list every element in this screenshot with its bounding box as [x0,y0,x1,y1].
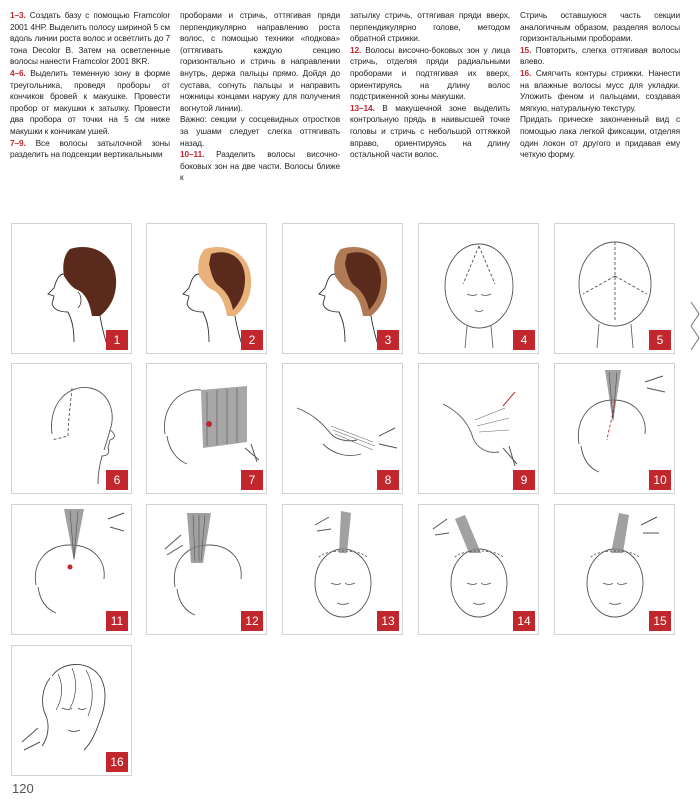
figure-number: 4 [513,330,535,350]
step-text: Выделить теменную зону в форме треугольника, проведя проборы от кончиков бровей к макушке. Провести пробор от макушки к затылку. Провести два пробора от точки на 5 см ниже макушки к кончикам ушей. [10,67,170,136]
step-text: Смягчить контуры стрижки. Нанести на влажные волосы мусс для укладки. Уложить феном и пальцами, создавая мягкую, натуральную текстуру. [520,67,680,113]
figure-10 [554,363,675,494]
step-text: Разделить волосы височно-боковых зон на две части. Волосы ближе к [180,149,340,183]
figure-number: 2 [241,330,263,350]
figure-2 [146,223,267,354]
step-label: 16. [520,67,532,78]
step-text: Все волосы затылочной зоны разделить на подсекции вертикальными [10,137,170,160]
step-label: 7–9. [10,137,26,148]
step-text: Повторить, слегка оттягивая волосы влево. [520,44,680,67]
paragraph [180,10,340,114]
figure-13 [282,504,403,635]
figure-1 [11,223,132,354]
step-text: проборами и стричь, оттягивая пряди перпендикулярно направлению роста волос, с помощью техники «подкова» (оттягивать каждую секцию горизонтально и стричь в направлении внутрь, держа пальцы прямо. Дойдя до сустава, согнуть пальцы и направить ножницы концами наружу для получения вогнутой линии). [180,10,340,113]
step-label: 4–6. [10,67,26,78]
figure-8 [282,363,403,494]
figure-5 [554,223,675,354]
figure-11 [11,504,132,635]
figure-9 [418,363,539,494]
step-label: 12. [350,44,362,55]
figure-number: 5 [649,330,671,350]
figure-12 [146,504,267,635]
step-label: 13–14. [350,102,375,113]
figure-3 [282,223,403,354]
figure-14 [418,504,539,635]
figure-4 [418,223,539,354]
paragraph [350,103,510,161]
figure-number: 7 [241,470,263,490]
chevron-right-icon [690,300,700,350]
step-label: 1–3. [10,10,26,20]
paragraph [350,10,510,45]
figure-number: 8 [377,470,399,490]
figure-16 [11,645,132,776]
figure-number: 6 [106,470,128,490]
figure-number: 12 [241,611,263,631]
paragraph [520,68,680,114]
step-text: затылку стричь, оттягивая пряди вверх, перпендикулярно голове, методом обратной стрижки. [350,10,510,44]
page-number: 120 [12,781,34,796]
paragraph [180,114,340,149]
paragraph [520,10,680,45]
figure-number: 10 [649,470,671,490]
paragraph [10,138,170,161]
paragraph [350,45,510,103]
figure-number: 11 [106,611,128,631]
figure-number: 1 [106,330,128,350]
figure-15 [554,504,675,635]
step-text: Придать прическе законченный вид с помощью лака легкой фиксации, отделяя один локон от другого и придавая ему четкую форму. [520,114,680,160]
step-text: В макушечной зоне выделить контрольную прядь в наивысшей точке головы и стричь с небольшой оттяжкой вправо, ориентируясь на длину остальной части волос. [350,102,510,160]
figure-number: 14 [513,611,535,631]
paragraph [180,149,340,184]
figure-number: 13 [377,611,399,631]
text-column-2 [180,10,340,184]
step-label: 10–11. [180,149,205,160]
paragraph [520,114,680,160]
figure-number: 16 [106,752,128,772]
paragraph [10,10,170,68]
step-label: 15. [520,44,532,55]
step-text: Создать базу с помощью Framcolor 2001 4НР. Выделить полосу шириной 5 см вдоль линии роста волос и осветлить до 7 тона Decolor B. Затем на осветленные волосы нанести Framcolor 2001 8KR. [10,10,170,67]
figure-number: 3 [377,330,399,350]
step-text: Важно: секции у сосцевидных отростков за ушами следует слегка оттягивать назад. [180,114,340,148]
figure-6 [11,363,132,494]
figure-number: 9 [513,470,535,490]
paragraph [520,45,680,68]
text-column-3 [350,10,510,161]
step-text: Стричь оставшуюся часть секции аналогичным образом, разделяя волосы горизонтальными проборами. [520,10,680,44]
figure-7 [146,363,267,494]
figure-number: 15 [649,611,671,631]
text-column-1 [10,10,170,161]
step-text: Волосы височно-боковых зон у лица стричь, отделяя пряди радиальными проборами и подтягивая их вверх, ориентируясь на длину волос подстриженной зоны макушки. [350,44,510,102]
text-column-4 [520,10,680,161]
paragraph [10,68,170,138]
